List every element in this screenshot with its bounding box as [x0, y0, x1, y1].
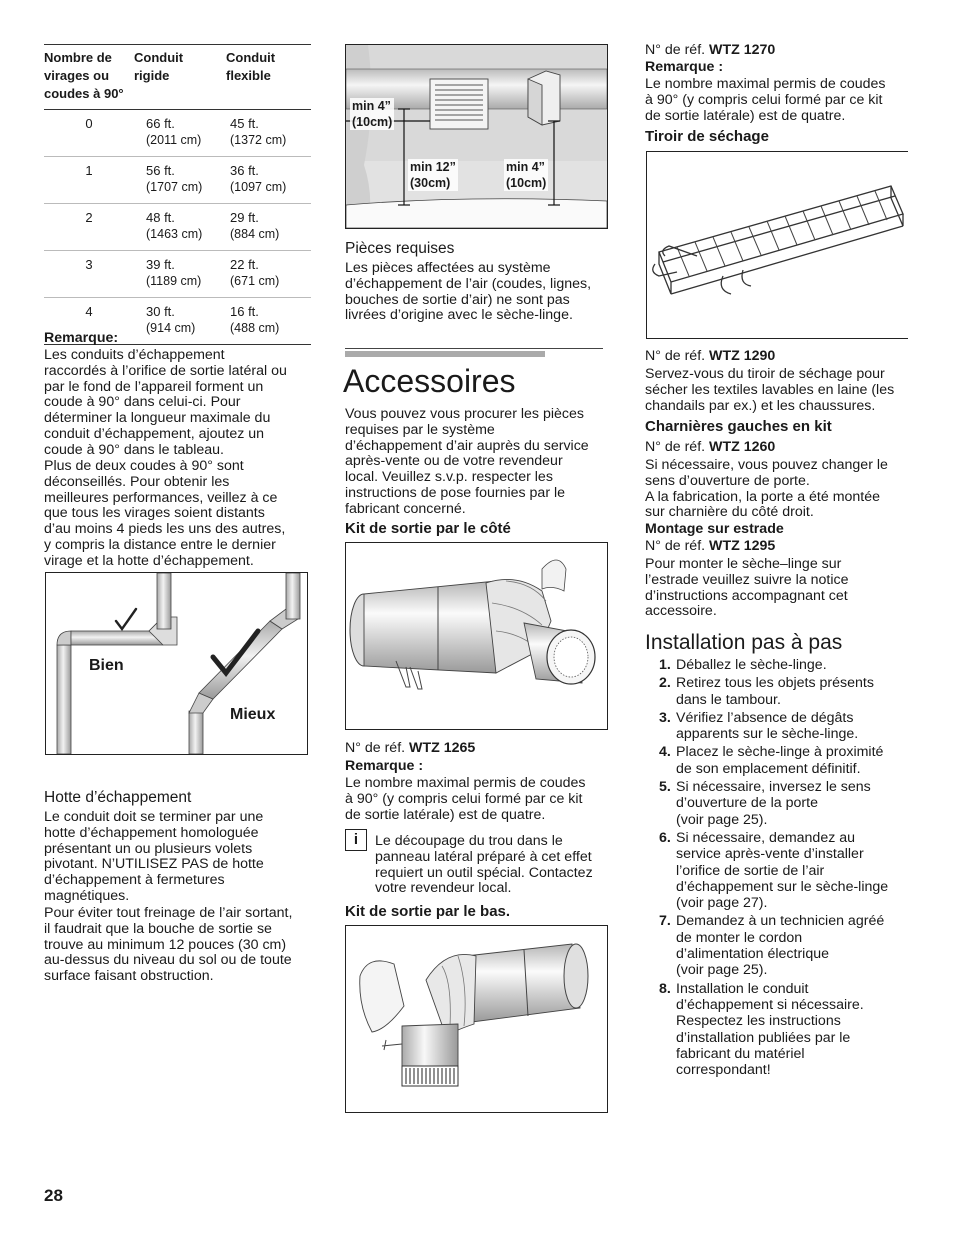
side-kit-ref: N° de réf. WTZ 1265	[345, 740, 476, 756]
table-row	[44, 204, 311, 251]
bottom-kit-ref: N° de réf. WTZ 1270	[645, 42, 776, 58]
drawer-ref: N° de réf. WTZ 1290	[645, 348, 776, 364]
remark-text: Les conduits d’échappement raccordés à l’orifice de sortie latéral ou par le fond de l’appareil forment un coude à 90° dans celui-ci. Pour déterminer la longueur maximale du conduit d’échappement, ajoutez un coude à 90° dans le tableau.	[44, 347, 287, 458]
turns-cell: 2	[44, 204, 134, 251]
flexible-cell: 29 ft. (884 cm)	[226, 204, 311, 251]
duct-length-table	[44, 44, 311, 345]
step-text: d’installation publiées par le	[676, 1029, 851, 1046]
pedestal-ref: N° de réf. WTZ 1295	[645, 538, 776, 554]
step-text: Placez le sèche-linge à proximité	[676, 744, 884, 761]
turns-cell: 0	[44, 110, 134, 157]
turns-cell: 4	[44, 298, 134, 345]
list-item	[645, 710, 910, 743]
section-rule	[345, 348, 603, 349]
parts-title: Pièces requises	[345, 240, 455, 257]
step-number: 8.	[659, 980, 671, 997]
step-text: Demandez à un technicien agréé	[676, 913, 885, 930]
rigid-cell: 30 ft. (914 cm)	[134, 298, 226, 345]
step-text: (voir page 27).	[676, 895, 768, 912]
flexible-cell: 22 ft. (671 cm)	[226, 251, 311, 298]
side-remark-text: Le nombre maximal permis de coudes à 90° (y compris celui formé par ce kit de sortie latérale) est de quatre.	[345, 775, 586, 823]
step-text: Vérifiez l’absence de dégâts	[676, 709, 854, 726]
label-bien: Bien	[89, 657, 124, 674]
side-kit-title: Kit de sortie par le côté	[345, 520, 511, 537]
header-rigid: Conduit rigide	[134, 45, 226, 110]
bottom-remark-text: Le nombre maximal permis de coudes à 90° (y compris celui formé par ce kit de sortie latérale) est de quatre.	[645, 76, 886, 124]
min-12-label: min 12” (30cm)	[410, 160, 456, 190]
flexible-cell: 36 ft. (1097 cm)	[226, 157, 311, 204]
step-number: 3.	[659, 709, 671, 726]
rigid-cell: 56 ft. (1707 cm)	[134, 157, 226, 204]
pedestal-text: Pour monter le sèche–linge sur l’estrade veuillez suivre la notice d’instructions accompagnant cet accessoire.	[645, 556, 849, 620]
hood-text: Le conduit doit se terminer par une hotte d’échappement homologuée présentant un ou plusieurs volets pivotant. N’UTILISEZ PAS de hotte d’échappement à fermetures magnétiques.	[44, 809, 264, 904]
rigid-cell: 66 ft. (2011 cm)	[134, 110, 226, 157]
step-text: de son emplacement définitif.	[676, 760, 861, 777]
list-item	[645, 744, 910, 777]
list-item	[645, 830, 910, 911]
step-text: Retirez tous les objets présents	[676, 675, 874, 692]
drying-rack-illustration	[647, 152, 908, 338]
step-text: (voir page 25).	[676, 962, 768, 979]
accessories-heading: Accessoires	[343, 363, 516, 399]
remark-title: Remarque:	[44, 330, 119, 346]
step-text: apparents sur le sèche-linge.	[676, 726, 859, 743]
vent-clearance-illustration	[346, 45, 607, 228]
step-text: Déballez le sèche-linge.	[676, 657, 827, 673]
install-steps	[645, 657, 910, 1080]
side-kit-figure	[345, 542, 608, 730]
step-text: dans le tambour.	[676, 691, 781, 708]
step-text: d’échappement si nécessaire.	[676, 996, 864, 1013]
drawer-title: Tiroir de séchage	[645, 128, 769, 145]
hinge-ref: N° de réf. WTZ 1260	[645, 439, 776, 455]
list-item	[645, 779, 910, 828]
step-text: l’orifice de sortie de l’air	[676, 862, 825, 879]
step-text: Si nécessaire, inversez le sens	[676, 779, 871, 796]
bottom-remark-title: Remarque :	[645, 59, 724, 75]
step-number: 1.	[659, 657, 671, 673]
rigid-cell: 48 ft. (1463 cm)	[134, 204, 226, 251]
remark-text-2: Plus de deux coudes à 90° sont déconseillés. Pour obtenir les meilleures performances, veillez à ce que tous les virages soient distants d’au moins 4 pieds les uns des autres, y compris la distance entre le dernier virage et la hotte d’échappement.	[44, 458, 286, 569]
page-number: 28	[44, 1186, 63, 1205]
info-text: Le découpage du trou dans le panneau latéral préparé à cet effet requiert un outil spécial. Contactez votre revendeur local.	[375, 833, 593, 897]
section-bar	[345, 351, 545, 357]
step-text: d’échappement sur le sèche-linge	[676, 878, 889, 895]
elbow-illustration	[46, 573, 307, 754]
step-text: de monter le cordon	[676, 929, 803, 946]
turns-cell: 1	[44, 157, 134, 204]
table-row	[44, 251, 311, 298]
step-text: Respectez les instructions	[676, 1013, 841, 1030]
step-text: Si nécessaire, demandez au	[676, 829, 856, 846]
hood-text-2: Pour éviter tout freinage de l’air sortant, il faudrait que la bouche de sortie se trouve au minimum 12 pouces (30 cm) au-dessus du niveau du sol ou de toute surface faisant obstruction.	[44, 905, 293, 985]
accessories-intro: Vous pouvez vous procurer les pièces requises par le système d’échappement d’air auprès du service après-vente ou de votre revendeur local. Veuillez s.v.p. respecter les instructions de pose fournies par le fabricant concerné.	[345, 406, 589, 517]
step-text: Installation le conduit	[676, 980, 809, 997]
drawer-text: Servez-vous du tiroir de séchage pour sécher les textiles lavables en laine (les chandails par ex.) et les chaussures.	[645, 366, 895, 414]
step-number: 6.	[659, 829, 671, 846]
label-mieux: Mieux	[230, 706, 276, 723]
parts-text: Les pièces affectées au système d’échappement de l’air (coudes, lignes, bouches de sortie d’air) ne sont pas livrées d’origine avec le sèche-linge.	[345, 260, 592, 324]
side-remark-title: Remarque :	[345, 758, 424, 774]
flexible-cell: 45 ft. (1372 cm)	[226, 110, 311, 157]
step-text: d’ouverture de la porte	[676, 795, 818, 812]
step-text: (voir page 25).	[676, 811, 768, 828]
list-item	[645, 657, 910, 673]
step-number: 4.	[659, 744, 671, 761]
install-heading: Installation pas à pas	[645, 631, 843, 654]
step-text: service après-vente d’installer	[676, 846, 864, 863]
bottom-kit-title: Kit de sortie par le bas.	[345, 903, 511, 920]
side-exhaust-kit-illustration	[346, 543, 607, 729]
step-text: d’alimentation électrique	[676, 946, 830, 963]
step-text: fabricant du matériel	[676, 1045, 805, 1062]
step-number: 7.	[659, 913, 671, 930]
vent-clearance-figure	[345, 44, 608, 229]
info-icon: i	[345, 829, 367, 851]
hinge-title: Charnières gauches en kit	[645, 418, 832, 435]
drawer-figure	[646, 151, 908, 339]
min-4-left-label: min 4” (10cm)	[352, 99, 393, 129]
bottom-kit-figure	[345, 925, 608, 1113]
pedestal-title: Montage sur estrade	[645, 521, 784, 537]
bottom-exhaust-kit-illustration	[346, 926, 607, 1112]
hinge-text: Si nécessaire, vous pouvez changer le sens d’ouverture de porte. A la fabrication, la porte a été montée sur charnière du côté droit.	[645, 457, 888, 521]
step-number: 2.	[659, 675, 671, 692]
elbow-figure	[45, 572, 308, 755]
header-flexible: Conduit flexible	[226, 45, 311, 110]
rigid-cell: 39 ft. (1189 cm)	[134, 251, 226, 298]
table-row	[44, 157, 311, 204]
hood-title: Hotte d’échappement	[44, 789, 192, 806]
list-item	[645, 981, 910, 1079]
min-4-right-label: min 4” (10cm)	[506, 160, 547, 190]
list-item	[645, 675, 910, 708]
header-turns: Nombre de virages ou coudes à 90°	[44, 45, 134, 110]
list-item	[645, 913, 910, 978]
step-text: correspondant!	[676, 1062, 771, 1079]
turns-cell: 3	[44, 251, 134, 298]
table-row	[44, 110, 311, 157]
flexible-cell: 16 ft. (488 cm)	[226, 298, 311, 345]
step-number: 5.	[659, 779, 671, 796]
